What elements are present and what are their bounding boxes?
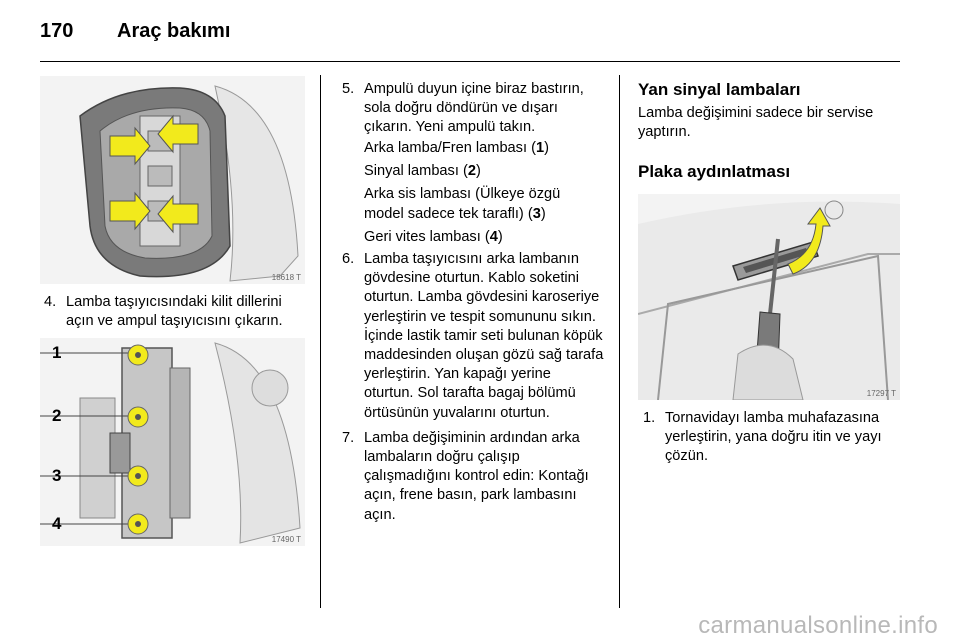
bulb-item-2: Sinyal lambası (2) — [364, 163, 481, 180]
list-item — [44, 293, 306, 331]
step-text: Tornavidayı lamba muhafazasına yerleştirin, yana doğru itin ve yayı çözün. — [665, 410, 882, 465]
section-heading-side-signal: Yan sinyal lambaları — [638, 80, 801, 99]
bulb-list — [342, 135, 604, 247]
callout-2: 2 — [52, 406, 62, 425]
steps-col2b — [342, 250, 604, 525]
column-divider-1 — [320, 75, 321, 608]
step-number: 5. — [342, 81, 355, 97]
callout-1: 1 — [52, 343, 62, 362]
figure-code: 17297 T — [866, 389, 896, 398]
step-text: Lamba değişiminin ardından arka lambaların doğru çalışıp çalışmadığını kontrol edin: Kontağı açın, frene basın, park lambasını açın. — [364, 429, 589, 523]
callout-3: 3 — [52, 466, 62, 485]
list-item — [643, 409, 900, 467]
bulb-item-4: Geri vites lambası (4) — [364, 228, 503, 245]
bulb-item-3: Arka sis lambası (Ülkeye özgü model sadece tek taraflı) (3) — [364, 186, 561, 222]
bulb-item-1: Arka lamba/Fren lambası (1) — [364, 140, 549, 156]
steps-col3 — [643, 409, 900, 467]
step-number: 7. — [342, 429, 355, 446]
steps-col2 — [342, 80, 604, 138]
watermark: carmanualsonline.info — [698, 612, 938, 639]
figure-bulb-carrier — [40, 338, 305, 546]
step-number: 4. — [44, 294, 57, 310]
list-item — [342, 250, 604, 423]
callout-4: 4 — [52, 514, 62, 533]
step-text: Lamba taşıyıcısını arka lambanın gövdesine oturtun. Kablo soketini oturtun. Lamba gövdesini karoseriye yerleştirin ve tespit somununu sıkın. İçinde lastik tamir seti bulunan köpük maddesinden oluşan gözü sağ tarafa yerleştirin. Yan kapağı yerine oturtun. Sol tarafta bagaj bölümü örtüsünün yuvalarını oturtun. — [364, 251, 604, 421]
taillamp-illustration — [40, 76, 305, 284]
step-text: Ampulü duyun içine biraz bastırın, sola doğru döndürün ve dışarı çıkarın. Yeni ampulü takın. — [364, 81, 584, 136]
step-number: 6. — [342, 251, 355, 267]
figure-code: 18618 T — [271, 273, 301, 282]
step-text: Lamba taşıyıcısındaki kilit dillerini açın ve ampul taşıyıcısını çıkarın. — [66, 294, 283, 330]
page-number: 170 — [40, 20, 74, 42]
section-text: Lamba değişimini sadece bir servise yaptırın. — [638, 105, 874, 141]
figure-taillamp-tabs — [40, 76, 305, 284]
plate-light-illustration — [638, 194, 900, 400]
figure-code: 17490 T — [271, 535, 301, 544]
list-item — [342, 429, 604, 525]
section-heading-plate-light: Plaka aydınlatması — [638, 162, 791, 181]
figure-plate-light — [638, 194, 900, 400]
column-divider-2 — [619, 75, 620, 608]
header-rule — [40, 61, 900, 62]
steps-col1 — [44, 293, 306, 331]
page-title: Araç bakımı — [117, 20, 231, 42]
bulb-carrier-illustration — [40, 338, 305, 546]
list-item — [342, 80, 604, 138]
step-number: 1. — [643, 410, 656, 426]
